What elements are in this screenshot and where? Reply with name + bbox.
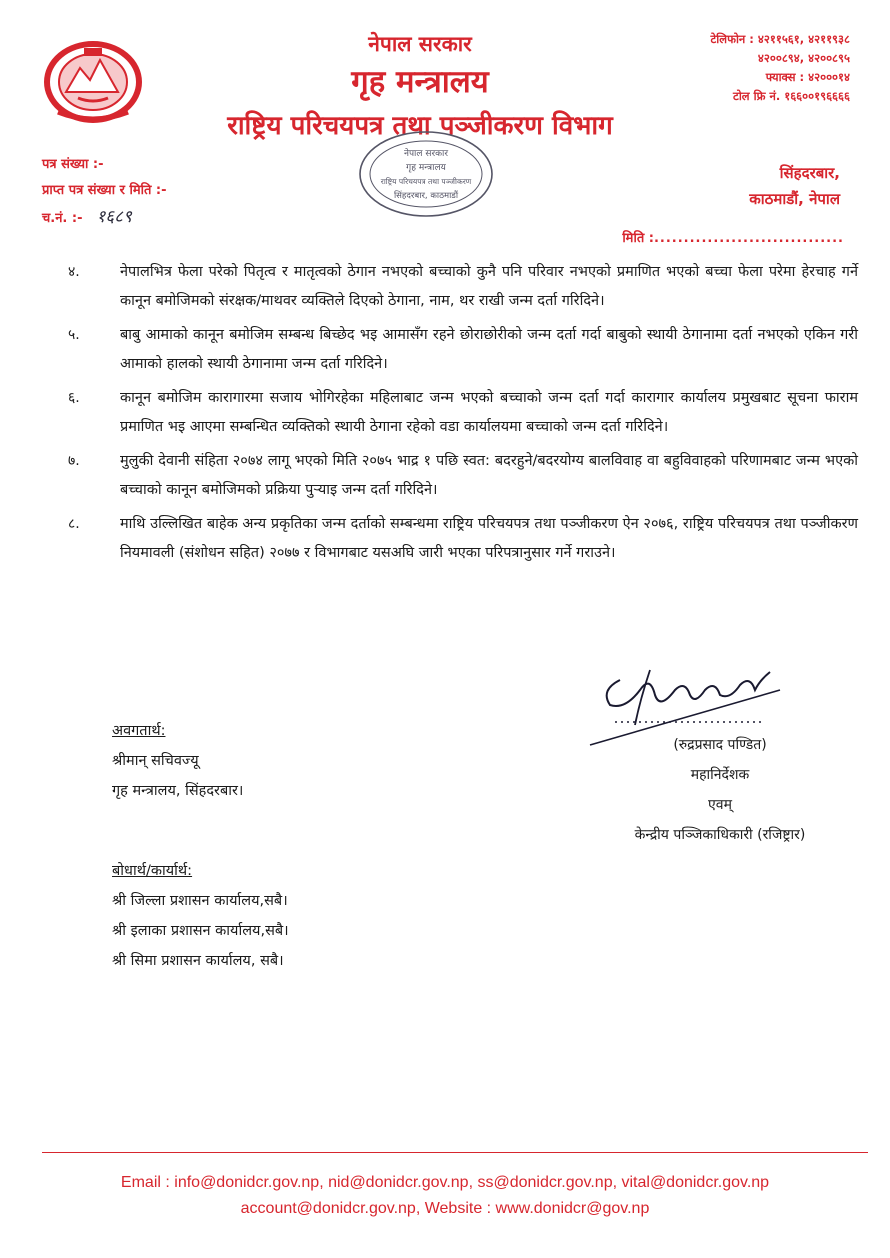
stamp-line-3: राष्ट्रिय परिचयपत्र तथा पञ्जीकरण: [380, 177, 472, 186]
stamp-line-4: सिंहदरबार, काठमाडौं: [393, 191, 459, 201]
cc-line: श्री सिमा प्रशासन कार्यालय, सबै।: [112, 953, 284, 969]
office-stamp-icon: [356, 128, 496, 220]
item-number: ७.: [68, 453, 80, 469]
recipient-line-2: गृह मन्त्रालय, सिंहदरबार।: [112, 783, 244, 799]
signatory-role: केन्द्रीय पञ्जिकाधिकारी (रजिष्ट्रार): [634, 827, 806, 843]
date-label: मिति :: [622, 231, 654, 246]
date-dots: ................................: [653, 231, 844, 246]
phone-line-1: टेलिफोन : ४२११५६१, ४२११९३८: [710, 32, 850, 46]
item-text: बाबु आमाको कानून बमोजिम सम्बन्ध बिच्छेद भइ आमासँग रहने छोराछोरीको जन्म दर्ता गर्दा बाबुको स्थायी ठेगानामा दर्ता नभएको एकिन गरी आमाको हालको स्थायी ठेगानामा जन्म दर्ता गरिदिने।: [120, 327, 858, 372]
item-text: मुलुकी देवानी संहिता २०७४ लागू भएको मिति २०७५ भाद्र १ पछि स्वत: बदरहुने/बदरयोग्य बालविवाह वा बहुविवाहको परिणामबाट जन्म भएको बच्चाको कानून बमोजिमको प्रक्रिया पुऱ्याइ जन्म दर्ता गरिदिने।: [120, 453, 858, 498]
list-item: [68, 258, 858, 316]
signatory-name: (रुद्रप्रसाद पण्डित): [673, 737, 767, 753]
item-number: ८.: [68, 516, 80, 532]
list-item: [68, 384, 858, 442]
stamp-line-1: नेपाल सरकार: [403, 149, 449, 159]
contact-block: [660, 30, 850, 106]
signatory-conj: एवम्: [708, 797, 732, 813]
list-item: [68, 510, 858, 568]
govt-name: नेपाल सरकार: [368, 32, 472, 56]
phone-line-2: ४२००८९४, ४२००८९५: [757, 51, 850, 65]
tollfree-line: टोल फ्रि नं. १६६००१९६६६६: [733, 89, 850, 103]
location-line-2: काठमाडौं, नेपाल: [749, 190, 840, 208]
item-text: कानून बमोजिम कारागारमा सजाय भोगिरहेका महिलाबाट जन्म भएको बच्चाको जन्म दर्ता गर्दा कारागार कार्यालय प्रमुखबाट सूचना फाराम प्रमाणित भइ आएमा सम्बन्धित व्यक्तिको स्थायी ठेगाना रहेको वडा कार्यालयमा बच्चाको जन्म दर्ता गरिदिने।: [120, 390, 858, 435]
for-information-heading: अवगतार्थ:: [112, 723, 166, 739]
dispatch-row: [42, 204, 167, 232]
item-number: ६.: [68, 390, 80, 406]
dispatch-number: १६८९: [96, 207, 132, 227]
list-item: [68, 447, 858, 505]
location-line-1: सिंहदरबार,: [779, 164, 840, 182]
ministry-name: गृह मन्त्रालय: [351, 64, 489, 100]
department-name: राष्ट्रिय परिचयपत्र तथा पञ्जीकरण विभाग: [227, 111, 613, 141]
footer-website-line: account@donidcr.gov.np, Website : www.donidcr@gov.np: [240, 1200, 650, 1217]
dispatch-label: च.नं. :-: [42, 211, 83, 226]
fax-line: फ्याक्स : ४२०००१४: [765, 70, 850, 84]
signatory-block: [590, 730, 850, 850]
nepal-emblem-icon: [38, 34, 148, 124]
cc-line: श्री जिल्ला प्रशासन कार्यालय,सबै।: [112, 893, 288, 909]
office-location: [749, 160, 840, 212]
signatory-title: महानिर्देशक: [690, 767, 750, 783]
for-action-block: [112, 856, 289, 976]
item-number: ४.: [68, 264, 80, 280]
for-information-block: [112, 716, 243, 806]
item-text: माथि उल्लिखित बाहेक अन्य प्रकृतिका जन्म दर्ताको सम्बन्धमा राष्ट्रिय परिचयपत्र तथा पञ्जीकरण ऐन २०७६, राष्ट्रिय परिचयपत्र तथा पञ्जीकरण नियमावली (संशोधन सहित) २०७७ र विभागबाट यसअघि जारी भएका परिपत्रानुसार गर्ने गराउने।: [120, 516, 858, 561]
recipient-line-1: श्रीमान् सचिवज्यू: [112, 753, 199, 769]
cc-line: श्री इलाका प्रशासन कार्यालय,सबै।: [112, 923, 289, 939]
letter-number-label: पत्र संख्या :-: [42, 157, 104, 172]
directive-list: [68, 258, 858, 573]
received-letter-label: प्राप्त पत्र संख्या र मिति :-: [42, 183, 167, 198]
item-number: ५.: [68, 327, 80, 343]
list-item: [68, 321, 858, 379]
stamp-line-2: गृह मन्त्रालय: [406, 163, 446, 173]
date-line: [622, 228, 844, 246]
letter-meta: [42, 152, 167, 232]
for-action-heading: बोधार्थ/कार्यार्थ:: [112, 863, 193, 879]
footer-divider: [42, 1152, 868, 1153]
item-text: नेपालभित्र फेला परेको पितृत्व र मातृत्वको ठेगान नभएको बच्चाको कुनै पनि परिवार नभएको प्रमाणित भएको बच्चा फेला परेमा हेरचाह गर्ने कानून बमोजिमको संरक्षक/माथवर व्यक्तिले दिएको ठेगाना, नाम, थर राखी जन्म दर्ता गरिदिने।: [120, 264, 858, 309]
footer-email-line: Email : info@donidcr.gov.np, nid@donidcr.gov.np, ss@donidcr.gov.np, vital@donidcr.gov.np: [120, 1174, 770, 1191]
footer-contact: [0, 1170, 890, 1222]
